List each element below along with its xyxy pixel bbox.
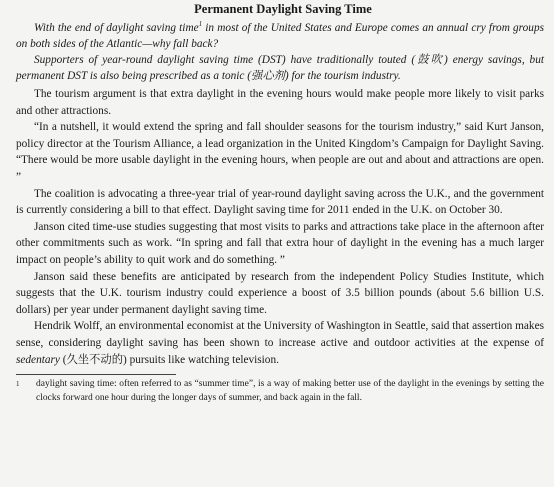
footnote-reference: 1: [198, 20, 203, 29]
footnote-mark: 1: [16, 380, 20, 389]
footnote-text: daylight saving time: often referred to as “summer time”, is a way of making better use of the daylight in the evenings by setting the clocks forward one hour during the longer days of summer, and back again in the fall.: [36, 379, 544, 403]
body-p6-text-b: (久坐不动的) pursuits like watching television.: [59, 353, 279, 366]
body-paragraph-1: The tourism argument is that extra daylight in the evening hours would make people more likely to visit parks and other attractions.: [16, 88, 544, 117]
intro-paragraph-1: [16, 20, 544, 52]
intro-p1-text-a: With the end of daylight saving time: [34, 22, 199, 34]
term-sedentary: sedentary: [16, 353, 60, 366]
article-intro: [16, 20, 544, 84]
body-paragraph-4: Janson cited time-use studies suggesting that most visits to parks and attractions take place in the afternoon after other commitments such as work. “In spring and fall that extra hour of daylight in the evening has a much larger impact on people’s ability to quit work and do something. ”: [16, 220, 544, 266]
intro-p1-text-b: in most of the United States and Europe comes an annual cry from groups on both sides of the Atlantic—why fall back?: [16, 22, 544, 50]
footnote-divider: [16, 374, 176, 375]
article-title: Permanent Daylight Saving Time: [194, 2, 372, 16]
footnote: [16, 378, 544, 405]
body-paragraph-5: Janson said these benefits are anticipated by research from the independent Policy Studies Institute, which suggests that the U.K. tourism industry could experience a boost of 3.5 billion pounds (about 5.6 billion U.S. dollars) per year under permanent daylight saving time.: [16, 270, 544, 316]
body-paragraph-2: “In a nutshell, it would extend the spring and fall shoulder seasons for the tourism industry,” said Kurt Janson, policy director at the Tourism Alliance, a lead organization in the United Kingdom’s Campaign for Daylight Saving. “There would be more usable daylight in the evening hours, when people are out and about and attractions are open. ”: [16, 121, 544, 183]
body-paragraph-6: [16, 318, 544, 368]
intro-paragraph-2: Supporters of year-round daylight saving time (DST) have traditionally touted (鼓吹) energy savings, but permanent DST is also being prescribed as a tonic (强心剂) for the tourism industry.: [16, 54, 544, 82]
body-p6-text-a: Hendrik Wolff, an environmental economist at the University of Washington in Seattle, said that assertion makes sense, considering daylight saving has been shown to increase active and outdoor activities at the expense of: [16, 320, 544, 349]
article-body: [16, 86, 544, 368]
body-paragraph-3: The coalition is advocating a three-year trial of year-round daylight saving across the U.K., and the government is currently considering a bill to that effect. Daylight saving time for 2011 ended in the U.K. on October 30.: [16, 187, 544, 217]
